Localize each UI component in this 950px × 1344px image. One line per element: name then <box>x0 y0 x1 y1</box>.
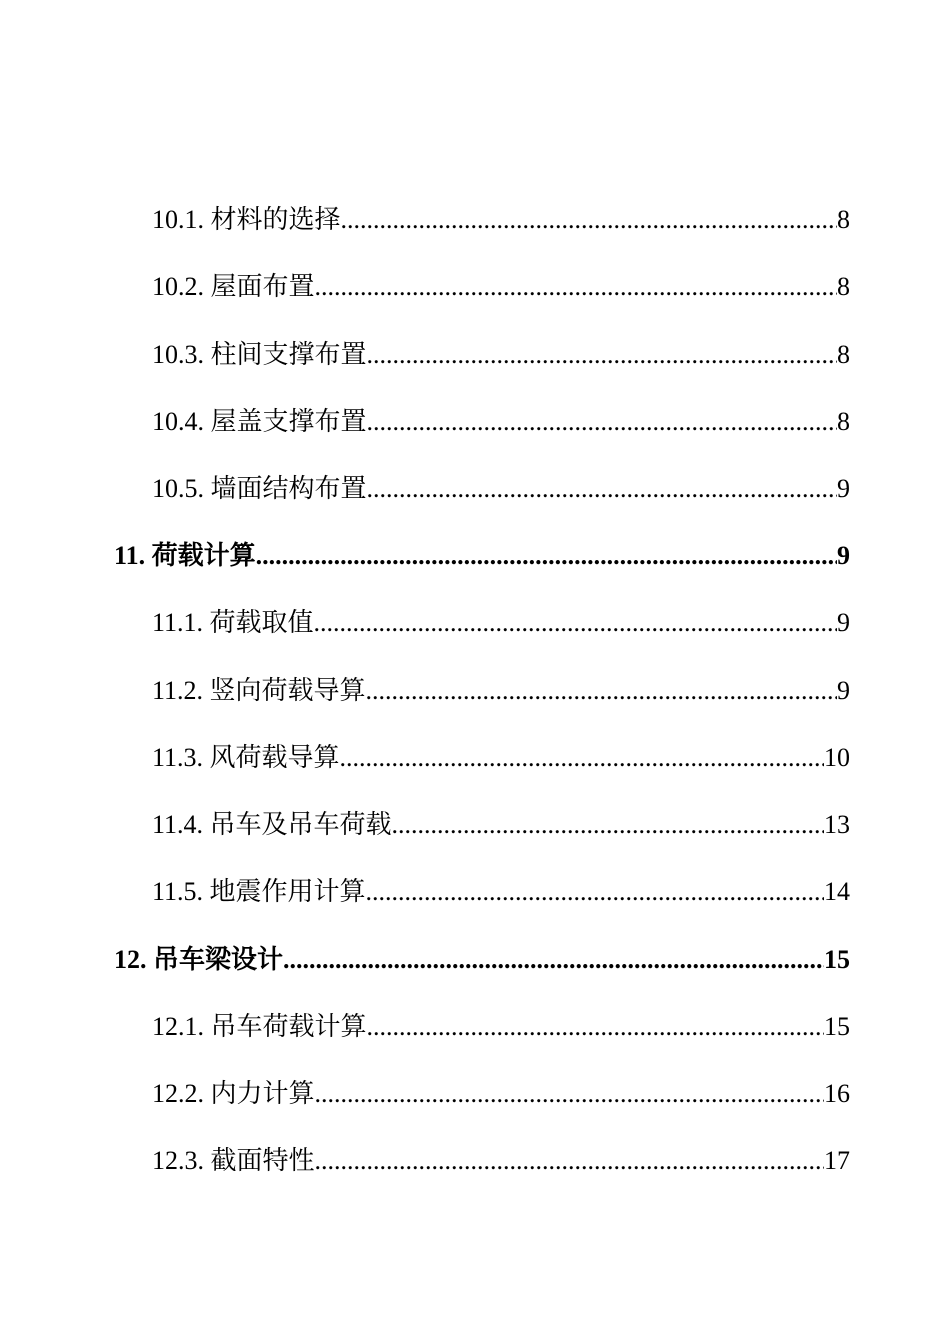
toc-entry-page: 8 <box>837 340 850 369</box>
toc-entry-page: 8 <box>837 407 850 436</box>
toc-dot-leader <box>367 339 837 371</box>
toc-entry-title: 12.3. 截面特性 <box>152 1146 315 1175</box>
toc-entry-11[interactable] <box>114 532 850 572</box>
toc-entry-title: 11.1. 荷载取值 <box>152 608 314 637</box>
toc-entry-10-4[interactable] <box>152 398 850 438</box>
toc-dot-leader <box>367 1011 824 1043</box>
toc-entry-page: 9 <box>837 474 850 503</box>
toc-entry-page: 10 <box>824 743 850 772</box>
toc-dot-leader <box>341 204 837 236</box>
toc-entry-12-2[interactable] <box>152 1070 850 1110</box>
toc-dot-leader <box>283 944 824 976</box>
toc-dot-leader <box>366 876 824 908</box>
toc-dot-leader <box>315 271 837 303</box>
toc-entry-10-2[interactable] <box>152 263 850 303</box>
toc-dot-leader <box>314 607 837 639</box>
toc-entry-title: 10.4. 屋盖支撑布置 <box>152 407 367 436</box>
toc-entry-11-1[interactable] <box>152 599 850 639</box>
toc-entry-title: 10.3. 柱间支撑布置 <box>152 340 367 369</box>
toc-entry-page: 9 <box>837 608 850 637</box>
toc-entry-page: 9 <box>837 541 850 570</box>
toc-entry-page: 14 <box>824 877 850 906</box>
toc-entry-11-5[interactable] <box>152 868 850 908</box>
toc-entry-11-4[interactable] <box>152 801 850 841</box>
toc-entry-page: 17 <box>824 1146 850 1175</box>
toc-entry-title: 12.2. 内力计算 <box>152 1079 315 1108</box>
toc-dot-leader <box>315 1145 824 1177</box>
toc-entry-title: 11.5. 地震作用计算 <box>152 877 366 906</box>
toc-entry-title: 12.1. 吊车荷载计算 <box>152 1012 367 1041</box>
toc-entry-12-1[interactable] <box>152 1003 850 1043</box>
toc-entry-12-3[interactable] <box>152 1137 850 1177</box>
toc-entry-10-5[interactable] <box>152 465 850 505</box>
toc-entry-title: 10.2. 屋面布置 <box>152 272 315 301</box>
toc-dot-leader <box>367 406 837 438</box>
toc-dot-leader <box>315 1078 824 1110</box>
toc-dot-leader <box>392 809 824 841</box>
toc-entry-page: 16 <box>824 1079 850 1108</box>
toc-entry-10-1[interactable] <box>152 196 850 236</box>
toc-entry-title: 11.3. 风荷载导算 <box>152 743 340 772</box>
toc-entry-title: 10.5. 墙面结构布置 <box>152 474 367 503</box>
toc-entry-title: 12. 吊车梁设计 <box>114 945 284 974</box>
toc-entry-page: 15 <box>824 1012 850 1041</box>
toc-entry-title: 11.2. 竖向荷载导算 <box>152 676 366 705</box>
toc-entry-11-2[interactable] <box>152 667 850 707</box>
toc-dot-leader <box>340 742 824 774</box>
toc-entry-11-3[interactable] <box>152 734 850 774</box>
toc-entry-12[interactable] <box>114 936 850 976</box>
toc-entry-page: 9 <box>837 676 850 705</box>
toc-entry-page: 13 <box>824 810 850 839</box>
toc-dot-leader <box>256 540 837 572</box>
toc-entry-page: 15 <box>824 945 850 974</box>
toc-entry-title: 10.1. 材料的选择 <box>152 205 341 234</box>
toc-entry-page: 8 <box>837 272 850 301</box>
toc-entry-title: 11.4. 吊车及吊车荷载 <box>152 810 392 839</box>
toc-dot-leader <box>367 473 837 505</box>
toc-entry-title: 11. 荷载计算 <box>114 541 256 570</box>
toc-entry-page: 8 <box>837 205 850 234</box>
toc-dot-leader <box>366 675 837 707</box>
toc-entry-10-3[interactable] <box>152 331 850 371</box>
